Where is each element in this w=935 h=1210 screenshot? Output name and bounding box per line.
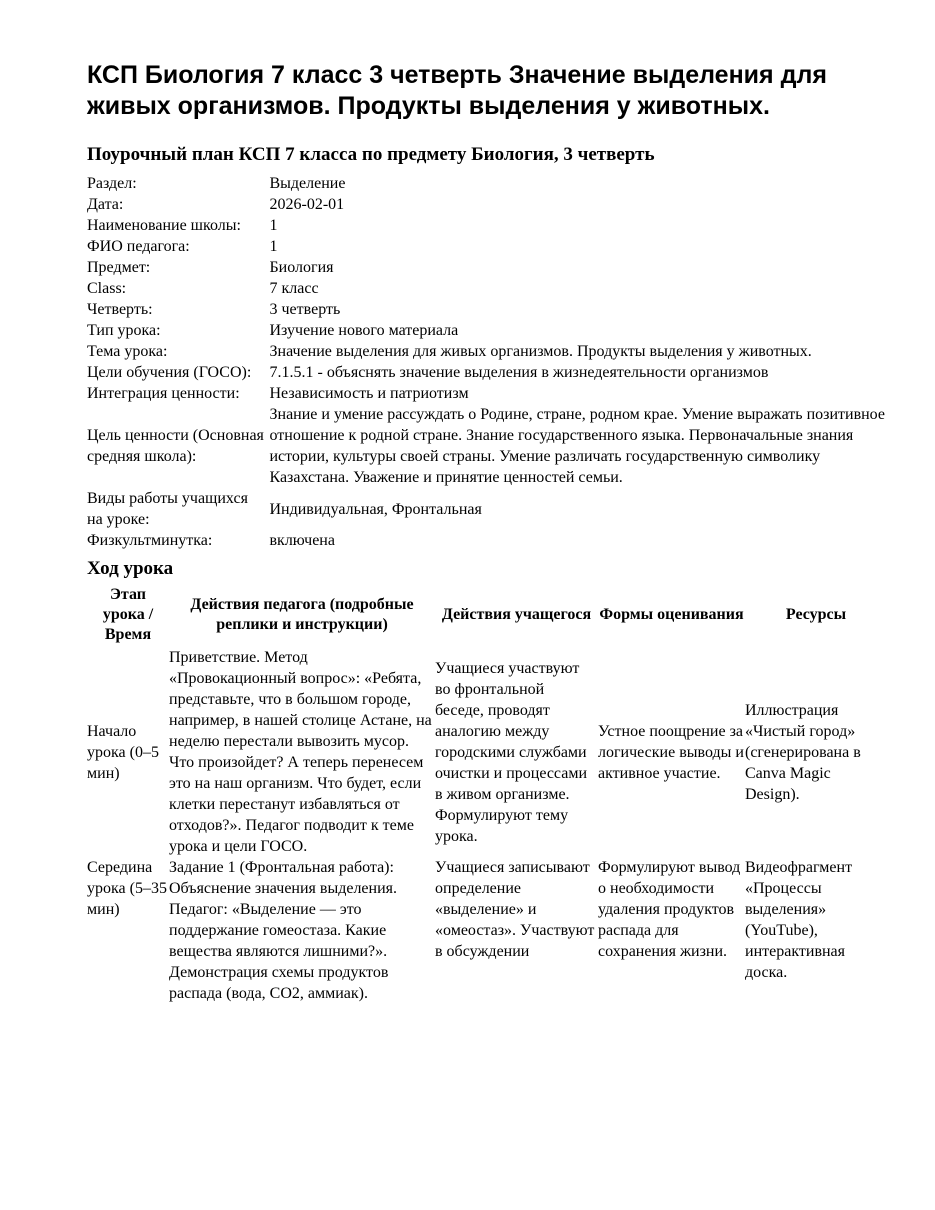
cell-resources: Иллюстрация «Чистый город» (сгенерирована в Canva Magic Design). xyxy=(745,701,861,803)
header-student: Действия учащегося xyxy=(441,606,592,623)
info-label: Предмет: xyxy=(87,259,151,276)
info-table xyxy=(87,173,887,551)
lesson-heading: Ход урока xyxy=(87,558,174,579)
header-teacher: Действия педагога (подробные реплики и инструкции) xyxy=(190,596,414,633)
lesson-table xyxy=(87,585,887,1004)
cell-teacher: Приветствие. Метод «Провокационный вопрос»: «Ребята, представьте, что в большом городе, например, в нашей столице Астане, на неделю перестали вывозить мусор. Что произойдет? А теперь перенесем это на наш организм. Что будет, если клетки перестанут избавляться от отходов?». Педагог подводит к теме урока и цели ГОСО. xyxy=(169,649,432,855)
info-row xyxy=(87,530,887,551)
cell-stage: Середина урока (5–35 мин) xyxy=(87,859,167,918)
info-row xyxy=(87,488,887,530)
info-label: Физкультминутка: xyxy=(87,532,213,549)
info-value: Знание и умение рассуждать о Родине, стране, родном крае. Умение выражать позитивное отношение к родной стране. Знание государственного языка. Первоначальные знания истории, культуры своей страны. Умение различать государственную символику Казахстана. Уважение и принятие ценностей семьи. xyxy=(269,406,885,486)
info-label: Цель ценности (Основная средняя школа): xyxy=(87,427,264,465)
plan-subtitle: Поурочный план КСП 7 класса по предмету Биология, 3 четверть xyxy=(87,144,655,165)
info-label: Четверть: xyxy=(87,301,153,318)
info-row xyxy=(87,215,887,236)
header-resources: Ресурсы xyxy=(785,606,847,623)
info-value: 7 класс xyxy=(269,280,319,297)
info-label: Интеграция ценности: xyxy=(87,385,240,402)
info-label: Виды работы учащихся на уроке: xyxy=(87,490,248,528)
info-row xyxy=(87,341,887,362)
info-value: 1 xyxy=(269,217,278,234)
info-row xyxy=(87,404,887,488)
document-title: КСП Биология 7 класс 3 четверть Значение выделения для живых организмов. Продукты выделения у животных. xyxy=(87,61,827,120)
info-label: Цели обучения (ГОСО): xyxy=(87,364,252,381)
table-row xyxy=(87,857,887,1004)
cell-assessment: Устное поощрение за логические выводы и активное участие. xyxy=(598,722,744,782)
info-value: Значение выделения для живых организмов. Продукты выделения у животных. xyxy=(269,343,812,360)
cell-student: Учащиеся записывают определение «выделение» и «омеостаз». Участвуют в обсуждении xyxy=(435,859,595,960)
header-assessment: Формы оценивания xyxy=(599,606,744,623)
info-value: Биология xyxy=(269,259,334,276)
info-row xyxy=(87,362,887,383)
info-row xyxy=(87,194,887,215)
info-row xyxy=(87,257,887,278)
table-row xyxy=(87,647,887,857)
info-value: Выделение xyxy=(269,175,346,192)
info-row xyxy=(87,173,887,194)
info-value: Индивидуальная, Фронтальная xyxy=(269,500,482,518)
info-label: Class: xyxy=(87,280,127,297)
info-value: 3 четверть xyxy=(269,301,341,318)
info-row xyxy=(87,299,887,320)
cell-student: Учащиеся участвуют во фронтальной беседе, проводят аналогию между городскими службами очистки и процессами в живом организме. Формулируют тему урока. xyxy=(435,659,587,845)
cell-teacher: Задание 1 (Фронтальная работа): Объяснение значения выделения. Педагог: «Выделение — это поддержание гомеостаза. Какие вещества являются лишними?». Демонстрация схемы продуктов распада (вода, CO2, аммиак). xyxy=(169,859,398,1002)
info-row xyxy=(87,278,887,299)
info-value: Изучение нового материала xyxy=(269,322,459,339)
info-value: 1 xyxy=(269,238,278,255)
info-label: Раздел: xyxy=(87,175,137,192)
cell-assessment: Формулируют вывод о необходимости удаления продуктов распада для сохранения жизни. xyxy=(598,859,741,960)
header-stage: Этап урока / Время xyxy=(102,586,154,643)
info-row xyxy=(87,236,887,257)
cell-stage: Начало урока (0–5 мин) xyxy=(87,722,159,782)
info-label: Тип урока: xyxy=(87,322,161,339)
info-label: Наименование школы: xyxy=(87,217,241,234)
info-row xyxy=(87,383,887,404)
info-value: 7.1.5.1 - объяснять значение выделения в жизнедеятельности организмов xyxy=(269,364,769,381)
info-value: Независимость и патриотизм xyxy=(269,385,469,402)
info-label: Дата: xyxy=(87,196,124,213)
info-value: 2026-02-01 xyxy=(269,196,345,213)
cell-resources: Видеофрагмент «Процессы выделения» (YouTube), интерактивная доска. xyxy=(745,859,853,981)
lesson-header-row xyxy=(87,585,887,647)
info-value: включена xyxy=(269,532,335,549)
info-row xyxy=(87,320,887,341)
info-label: ФИО педагога: xyxy=(87,238,190,255)
info-label: Тема урока: xyxy=(87,343,168,360)
